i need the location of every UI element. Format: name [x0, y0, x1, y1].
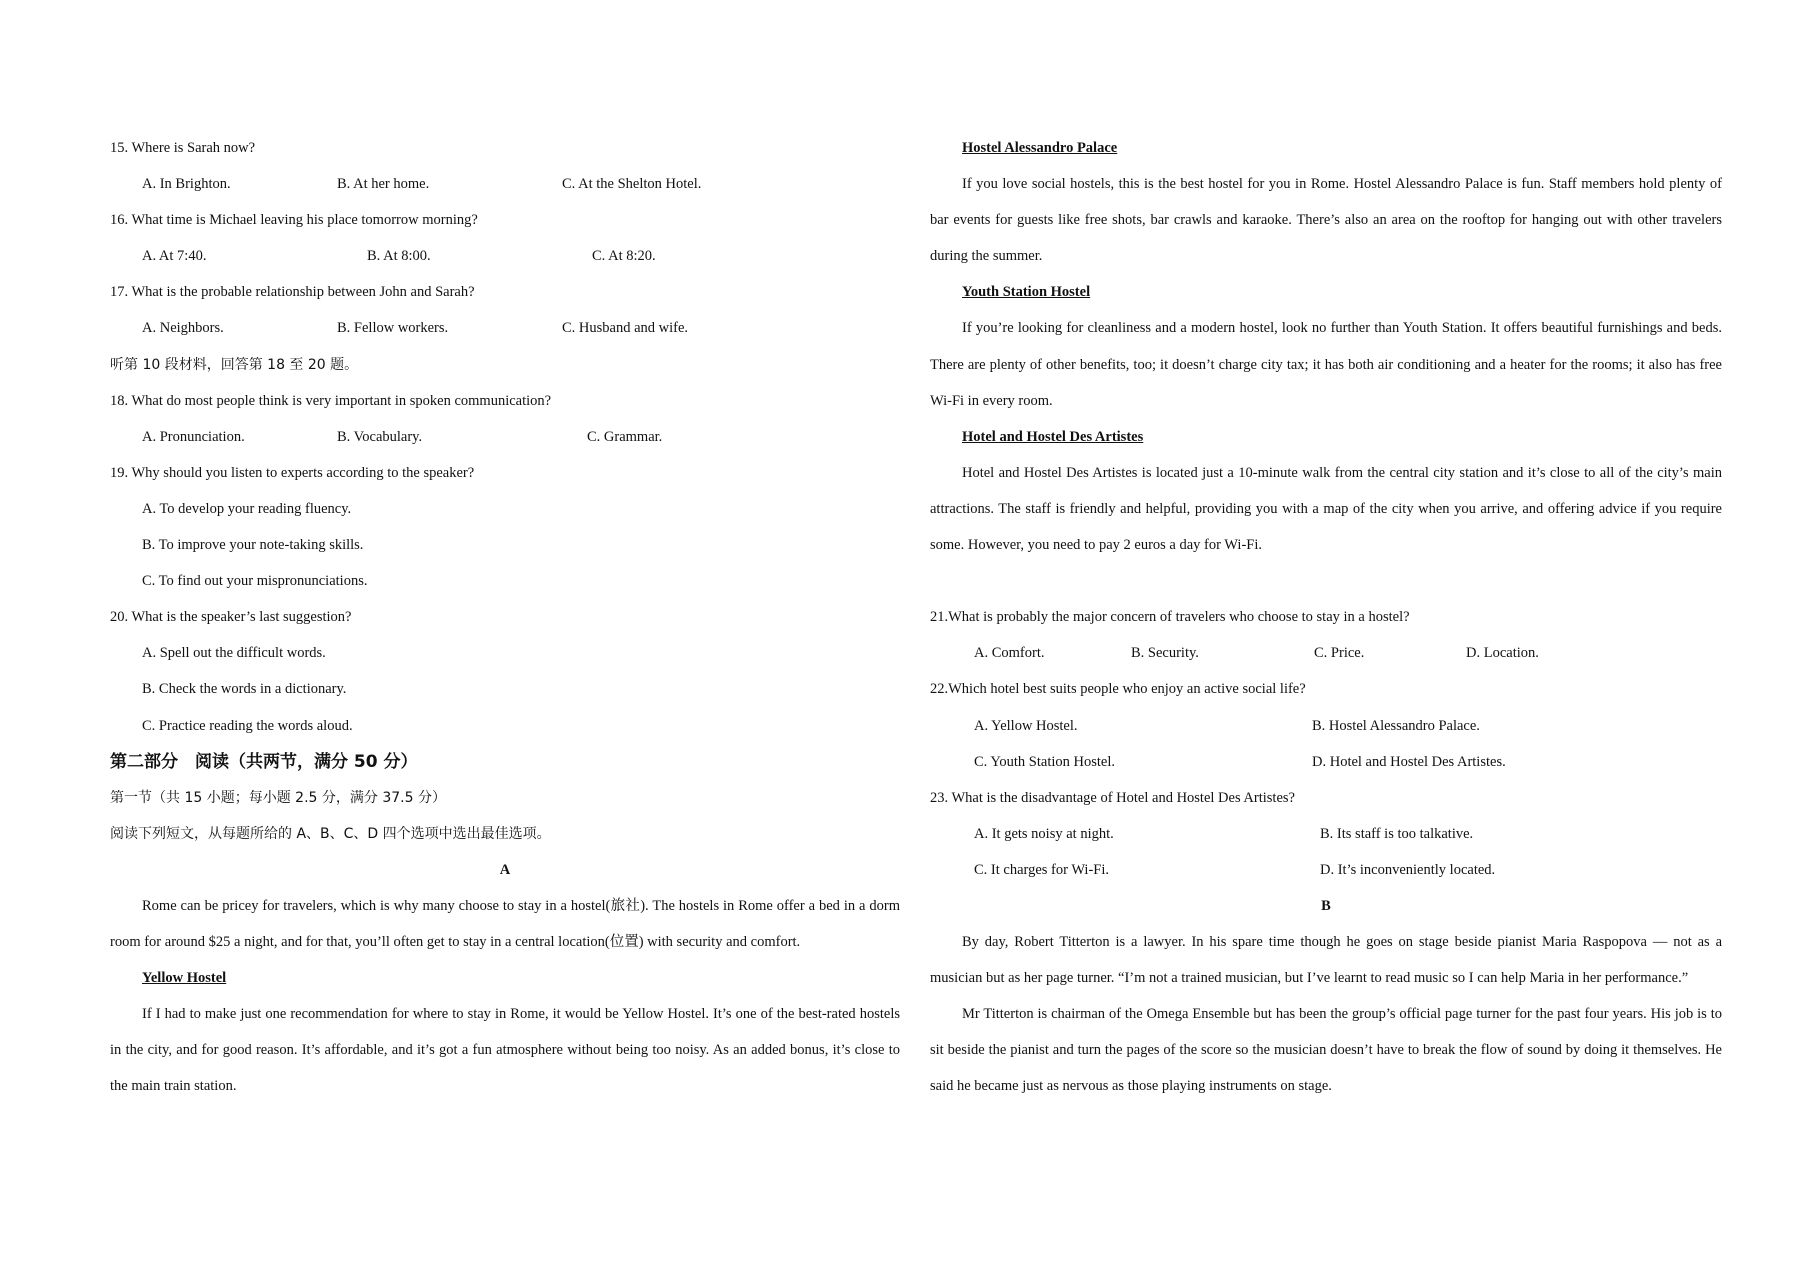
option-b: B. At her home. — [337, 176, 430, 193]
option-c: C. Husband and wife. — [562, 320, 689, 337]
option-a: A. It gets noisy at night. — [974, 825, 1114, 842]
option-c: C. At the Shelton Hotel. — [562, 176, 702, 193]
yellow-hostel-title: Yellow Hostel — [142, 970, 227, 987]
question-16-options — [110, 238, 900, 274]
question-19 — [110, 455, 900, 491]
question-18-options — [110, 419, 900, 455]
artistes-text: Hotel and Hostel Des Artistes is located just a 10-minute walk from the central city station and it’s close to all of the city’s main attractions. The staff is friendly and helpful, providing you with a map of the city when you arrive, and offering advice if you require some. However, you need to pay 2 euros a day for Wi-Fi. — [930, 464, 1722, 554]
left-column — [110, 130, 900, 1105]
option-d: D. Hotel and Hostel Des Artistes. — [1312, 753, 1506, 770]
reading-instruction: 阅读下列短文，从每题所给的 A、B、C、D 四个选项中选出最佳选项。 — [110, 825, 551, 842]
passage-b-paragraph-2: Mr Titterton is chairman of the Omega Ensemble but has been the group’s official page turner for the past four years. His job is to sit beside the pianist and turn the pages of the score so the musician doesn’t have to break the flow of sound by doing it themselves. He said he became just as nervous as those playing instruments on stage. — [930, 1006, 1722, 1095]
question-15 — [110, 130, 900, 166]
question-stem: 18. What do most people think is very important in spoken communication? — [110, 392, 552, 409]
artistes-title: Hotel and Hostel Des Artistes — [962, 428, 1144, 445]
option-d: D. It’s inconveniently located. — [1320, 861, 1496, 878]
option-c: C. Price. — [1314, 645, 1365, 662]
option-a: A. In Brighton. — [142, 176, 231, 193]
question-stem: 23. What is the disadvantage of Hotel and Hostel Des Artistes? — [930, 789, 1295, 806]
question-stem: 19. Why should you listen to experts according to the speaker? — [110, 464, 475, 481]
question-20 — [110, 599, 900, 635]
option-c: C. At 8:20. — [592, 248, 656, 265]
option-b: B. Check the words in a dictionary. — [142, 681, 347, 698]
question-23-options-cd — [930, 852, 1722, 888]
question-16 — [110, 202, 900, 238]
question-21 — [930, 599, 1722, 635]
option-b: B. Its staff is too talkative. — [1320, 825, 1474, 842]
part2-title: 第二部分 阅读（共两节，满分 50 分） — [110, 751, 418, 772]
question-17-options — [110, 310, 900, 346]
question-22-options-ab — [930, 708, 1722, 744]
right-column — [930, 130, 1722, 1105]
option-a: A. At 7:40. — [142, 248, 207, 265]
passage-b-paragraph-1: By day, Robert Titterton is a lawyer. In his spare time though he goes on stage beside pianist Maria Raspopova — not as a musician but as her page turner. “I’m not a trained musician, but I’ve learnt to read music so I can help Maria in her performance.” — [930, 934, 1722, 987]
option-c: C. Youth Station Hostel. — [974, 753, 1115, 770]
option-a: A. Pronunciation. — [142, 428, 245, 445]
option-a: A. To develop your reading fluency. — [142, 500, 352, 517]
section1-title: 第一节（共 15 小题；每小题 2.5 分，满分 37.5 分） — [110, 789, 446, 806]
question-17 — [110, 274, 900, 310]
option-b: B. At 8:00. — [367, 248, 431, 265]
question-stem: 15. Where is Sarah now? — [110, 140, 256, 156]
alessandro-text: If you love social hostels, this is the best hostel for you in Rome. Hostel Alessandro Palace is fun. Staff members hold plenty of bar events for guests like free shots, bar crawls and karaoke. There’s also an area on the rooftop for hanging out with other travelers during the summer. — [930, 176, 1722, 265]
option-c: C. It charges for Wi-Fi. — [974, 861, 1109, 878]
option-b: B. Vocabulary. — [337, 428, 423, 445]
question-stem: 16. What time is Michael leaving his place tomorrow morning? — [110, 212, 478, 229]
question-stem: 17. What is the probable relationship between John and Sarah? — [110, 284, 475, 301]
passage-a-label: A — [499, 861, 511, 878]
question-23 — [930, 780, 1722, 816]
passage-a-intro: Rome can be pricey for travelers, which is why many choose to stay in a hostel(旅社). The hostels in Rome offer a bed in a dorm room for around $25 a night, and for that, you’ll often get to stay in a central location(位置) with security and comfort. — [110, 897, 900, 951]
question-stem: 22.Which hotel best suits people who enjoy an active social life? — [930, 681, 1306, 698]
option-c: C. Grammar. — [587, 428, 663, 445]
question-15-options — [110, 166, 900, 202]
question-22-options-cd — [930, 744, 1722, 780]
option-d: D. Location. — [1466, 645, 1539, 662]
option-a: A. Neighbors. — [142, 320, 224, 337]
question-22 — [930, 671, 1722, 707]
option-b: B. To improve your note-taking skills. — [142, 537, 364, 554]
spacer — [930, 563, 1722, 599]
question-21-options — [930, 635, 1722, 671]
option-a: A. Spell out the difficult words. — [142, 645, 326, 662]
youth-station-text: If you’re looking for cleanliness and a modern hostel, look no further than Youth Station. It offers beautiful furnishings and beds. There are plenty of other benefits, too; it doesn’t charge city tax; it has both air conditioning and a heater for the rooms; it also has free Wi-Fi in every room. — [930, 320, 1722, 409]
option-b: B. Security. — [1131, 645, 1199, 662]
listening-instruction: 听第 10 段材料，回答第 18 至 20 题。 — [110, 356, 359, 373]
question-23-options-ab — [930, 816, 1722, 852]
passage-b-label: B — [1321, 897, 1331, 914]
question-stem: 20. What is the speaker’s last suggestion? — [110, 609, 352, 626]
question-18 — [110, 383, 900, 419]
option-b: B. Fellow workers. — [337, 320, 449, 337]
option-a: A. Comfort. — [974, 645, 1045, 662]
option-a: A. Yellow Hostel. — [974, 717, 1078, 734]
youth-station-title: Youth Station Hostel — [962, 284, 1091, 301]
option-b: B. Hostel Alessandro Palace. — [1312, 717, 1480, 734]
option-c: C. Practice reading the words aloud. — [142, 717, 353, 734]
option-c: C. To find out your mispronunciations. — [142, 573, 368, 590]
question-stem: 21.What is probably the major concern of travelers who choose to stay in a hostel? — [930, 609, 1410, 626]
yellow-hostel-text: If I had to make just one recommendation for where to stay in Rome, it would be Yellow Hostel. It’s one of the best-rated hostels in the city, and for good reason. It’s affordable, and it’s got a fun atmosphere without being too noisy. As an added bonus, it’s close to the main train station. — [110, 1006, 900, 1095]
alessandro-title: Hostel Alessandro Palace — [962, 140, 1118, 156]
